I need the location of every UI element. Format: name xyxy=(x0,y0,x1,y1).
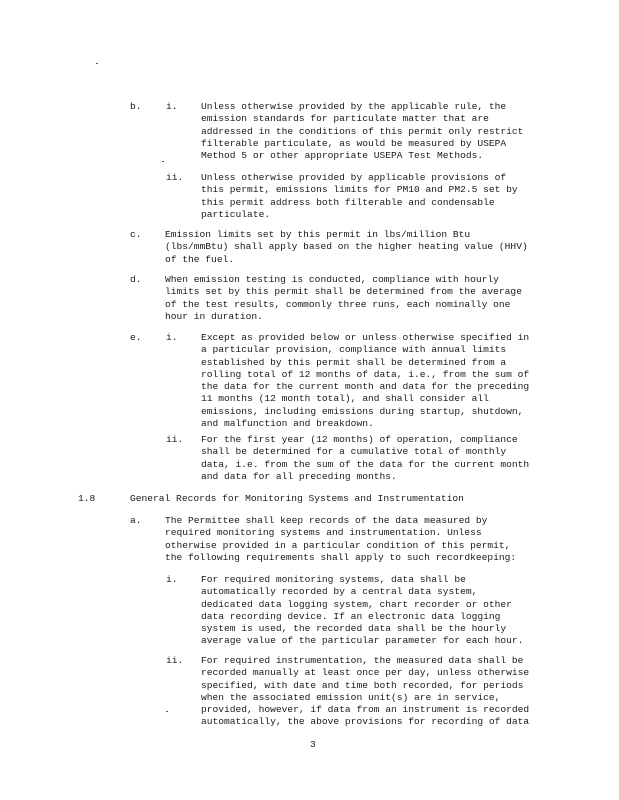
item-a-marker: a. xyxy=(130,515,142,526)
item-d-text: When emission testing is conducted, compliance with hourly limits set by this permit shall be determined from the average of the test results, commonly three runs, each nominally one hour in duration. xyxy=(165,274,522,322)
item-d-marker: d. xyxy=(130,274,142,285)
item-c-text: Emission limits set by this permit in lbs/million Btu (lbs/mmBtu) shall apply based on the higher heating value (HHV) of the fuel. xyxy=(165,229,528,265)
page-number: 3 xyxy=(310,739,316,750)
item-b-i-marker: i. xyxy=(166,101,178,112)
section-number: 1.8 xyxy=(78,493,96,504)
item-a-ii-marker: ii. xyxy=(166,655,184,666)
scan-speck xyxy=(166,711,168,712)
item-b-ii-text: Unless otherwise provided by applicable provisions of this permit, emissions limits for PM10 and PM2.5 set by this permit address both filterable and condensable particulate. xyxy=(201,172,518,220)
item-c-marker: c. xyxy=(130,229,142,240)
scan-speck xyxy=(96,63,98,64)
scan-speck xyxy=(162,161,164,162)
item-a-text: The Permittee shall keep records of the data measured by required monitoring systems and instrumentation. Unless otherwise provided in a particular condition of this permit, the following requirements shall apply to such recordkeeping: xyxy=(165,515,517,563)
item-b-marker: b. xyxy=(130,101,142,112)
item-a-i-text: For required monitoring systems, data shall be automatically recorded by a central data system, dedicated data logging system, chart recorder or other data recording device. If an electronic data logging system is used, the recorded data shall be the hourly average value of the particular parameter for each hour. xyxy=(201,574,524,647)
item-a-i-marker: i. xyxy=(166,574,178,585)
section-title: General Records for Monitoring Systems and Instrumentation xyxy=(130,493,464,504)
item-e-ii-marker: ii. xyxy=(166,434,184,445)
item-e-marker: e. xyxy=(130,332,142,343)
item-e-ii-text: For the first year (12 months) of operation, compliance shall be determined for a cumulative total of monthly data, i.e. from the sum of the data for the current month and data for all preceding months. xyxy=(201,434,530,482)
item-e-i-text: Except as provided below or unless otherwise specified in a particular provision, compliance with annual limits established by this permit shall be determined from a rolling total of 12 months of data, i.e., from the sum of the data for the current month and data for the preceding 11 months (12 month total), and shall consider all emissions, including emissions during startup, shutdown, and malfunction and breakdown. xyxy=(201,332,530,430)
item-e-i-marker: i. xyxy=(166,332,178,343)
item-b-ii-marker: ii. xyxy=(166,172,184,183)
item-a-ii-text: For required instrumentation, the measured data shall be recorded manually at least once per day, unless otherwise specified, with date and time both recorded, for periods when the associated emission unit(s) are in service, provided, however, if data from an instrument is recorded automatically, the above provisions for recording of data xyxy=(201,655,530,728)
item-b-i-text: Unless otherwise provided by the applicable rule, the emission standards for particulate matter that are addressed in the conditions of this permit only restrict filterable particulate, as would be measured by USEPA Method 5 or other appropriate USEPA Test Methods. xyxy=(201,101,524,162)
